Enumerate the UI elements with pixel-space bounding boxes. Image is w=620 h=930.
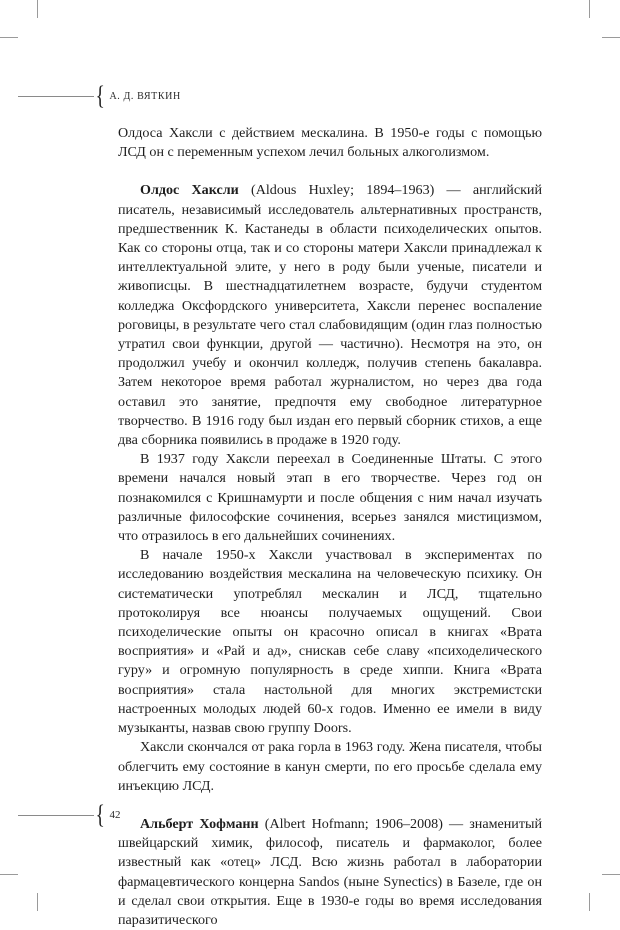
crop-mark-top-left-horizontal — [0, 37, 18, 38]
header-rule — [18, 96, 94, 97]
entry-name: Альберт Хофманн — [140, 815, 259, 832]
paragraph — [118, 124, 542, 162]
crop-mark-bottom-left-vertical — [37, 893, 38, 911]
curly-brace-icon: { — [95, 81, 105, 110]
running-head-author: А. Д. ВЯТКИН — [109, 90, 181, 102]
folio — [18, 800, 121, 829]
entry-name: Олдос Хаксли — [140, 182, 239, 199]
curly-brace-icon: { — [95, 800, 105, 829]
page-number: 42 — [109, 809, 121, 821]
crop-mark-bottom-right-vertical — [589, 893, 590, 911]
paragraph-text: (Albert Hofmann; 1906–2008) — знаменитый швейцарский химик, философ, писатель и фармаколог, более известный как «отец» ЛСД. Всю жизнь работал в лаборатории фармацевтического концерна Sandos (ныне Synectics) в Базеле, где он и сделал свои открытия. Еще в 1930-е годы во время исследования паразитического — [118, 815, 543, 928]
running-head — [18, 81, 181, 110]
paragraph-text: Хаксли скончался от рака горла в 1963 году. Жена писателя, чтобы облегчить ему состояние в канун смерти, по его просьбе сделала ему инъекцию ЛСД. — [118, 739, 542, 794]
paragraph-text: Олдоса Хаксли с действием мескалина. В 1950-е годы с помощью ЛСД он с переменным успехом лечил больных алкоголизмом. — [118, 125, 542, 161]
paragraph-text: (Aldous Huxley; 1894–1963) — английский писатель, независимый исследователь альтернативных пространств, предшественник К. Кастанеды в области психоделических опытов. Как со стороны отца, так и со стороны матери Хаксли принадлежал к интеллектуальной элите, у него в роду были ученые, писатели и живописцы. В шестнадцатилетнем возрасте, будучи студентом колледжа Оксфордского университета, Хаксли перенес воспаление роговицы, в результате чего стал слабовидящим (один глаз полностью утратил свои функции, другой — частично). Несмотря на это, он продолжил учебу и окончил колледж, получив степень бакалавра. Затем некоторое время работал журналистом, но через два года оставил это занятие, предпочтя ему свободное литературное творчество. В 1916 году был издан его первый сборник стихов, а еще два сборника появились в продаже в 1920 году. — [118, 182, 543, 449]
footer-rule — [18, 815, 94, 816]
crop-mark-top-left-vertical — [37, 0, 38, 18]
paragraph-huxley-bio — [118, 181, 542, 450]
paragraph-text: В 1937 году Хаксли переехал в Соединенные Штаты. С этого времени начался новый этап в его творчестве. Через год он познакомился с Кришнамурти и после общения с ним начал изучать различные философские сочинения, всерьез занялся мистицизмом, что отразилось в его дальнейших сочинениях. — [118, 451, 542, 545]
paragraph — [118, 738, 542, 796]
body-text — [118, 124, 542, 930]
paragraph-text: В начале 1950-х Хаксли участвовал в экспериментах по исследованию воздействия мескалина на человеческую психику. Он систематически употреблял мескалин и ЛСД, тщательно протоколируя все нюансы получаемых ощущений. Свои психоделические опыты он красочно описал в книгах «Врата восприятия» и «Рай и ад», снискав себе славу «психоделического гуру» и огромную популярность в среде хиппи. Книга «Врата восприятия» стала настольной для многих экстремистски настроенных молодых людей 60-х годов. Именно ее имели в виду музыканты, назвав свою группу Doors. — [118, 547, 542, 737]
paragraph — [118, 450, 542, 546]
crop-mark-top-right-horizontal — [602, 37, 620, 38]
crop-mark-bottom-right-horizontal — [602, 874, 620, 875]
paragraph-hofmann-bio — [118, 815, 542, 930]
crop-mark-bottom-left-horizontal — [0, 874, 18, 875]
paragraph — [118, 546, 542, 738]
crop-mark-top-right-vertical — [589, 0, 590, 18]
